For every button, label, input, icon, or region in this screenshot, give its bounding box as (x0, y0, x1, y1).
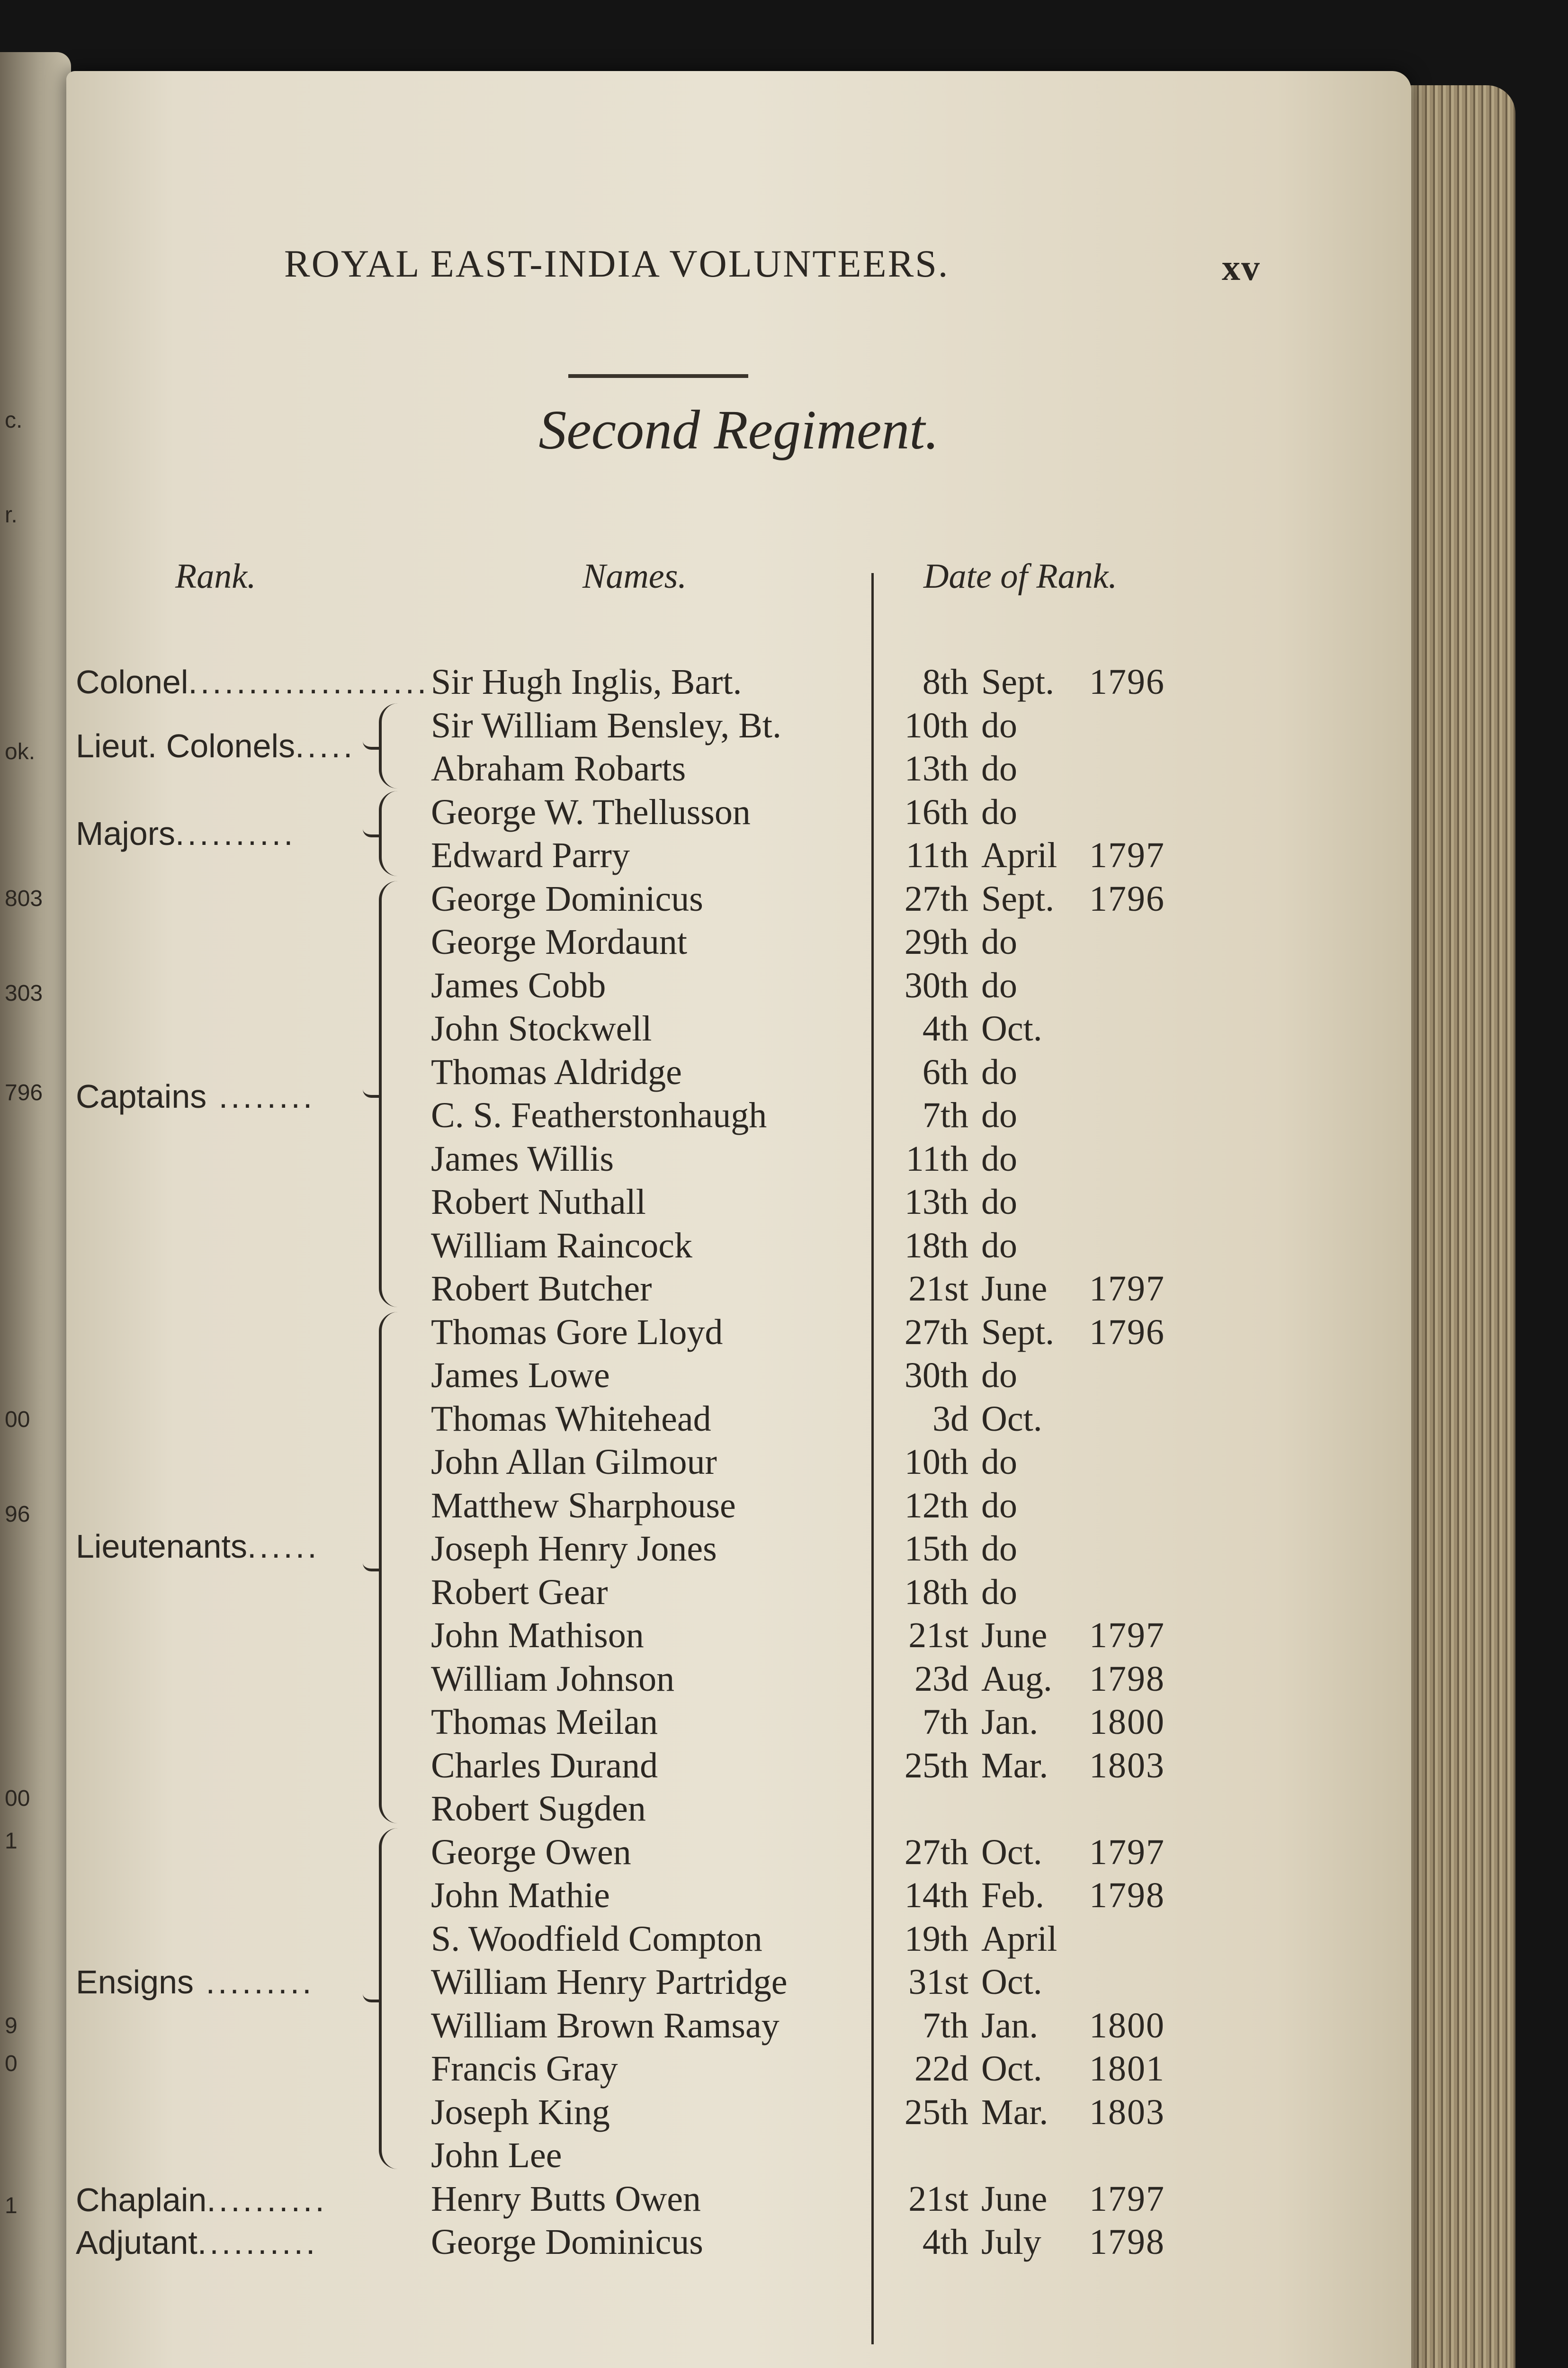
rank-month: do (981, 1182, 1017, 1222)
officer-row (66, 661, 1411, 703)
officer-name: Abraham Robarts (431, 749, 686, 789)
officer-name: George W. Thellusson (431, 792, 751, 832)
officer-row (66, 2047, 1411, 2090)
facing-page-edge (0, 52, 71, 2368)
rank-month: Oct. (981, 1832, 1042, 1872)
officer-name: George Owen (431, 1832, 631, 1872)
officer-name: George Dominicus (431, 2222, 703, 2262)
rank-adjutant: Adjutant (76, 2224, 197, 2261)
page-header (66, 242, 1411, 303)
officer-row (66, 1267, 1411, 1310)
rank-year: 1797 (1089, 1615, 1165, 1655)
rank-day: 29th (904, 922, 968, 962)
rank-month: do (981, 1225, 1017, 1265)
rank-month: Sept. (981, 662, 1055, 702)
rank-ensigns: Ensigns (76, 1964, 194, 2000)
rank-day: 27th (904, 879, 968, 919)
rank-month: do (981, 965, 1017, 1005)
rank-year: 1798 (1089, 1659, 1165, 1699)
facing-page-fragment: 803 (5, 886, 43, 911)
rank-year: 1796 (1089, 879, 1165, 919)
officer-name: Robert Nuthall (431, 1182, 646, 1222)
rank-year: 1800 (1089, 1702, 1165, 1742)
column-header-names: Names. (582, 557, 687, 596)
rank-day: 31st (908, 1962, 968, 2002)
officer-name: John Stockwell (431, 1009, 652, 1049)
officer-row (66, 1094, 1411, 1137)
rank-month: Aug. (981, 1659, 1052, 1699)
officer-row (66, 1051, 1411, 1094)
leader-dots: ......... (194, 1964, 314, 2000)
officer-row (66, 1787, 1411, 1830)
rank-day: 30th (904, 965, 968, 1005)
officer-row (66, 1701, 1411, 1743)
officer-name: Joseph Henry Jones (431, 1529, 717, 1569)
rank-month: do (981, 1572, 1017, 1612)
officer-row (66, 2134, 1411, 2177)
leader-dots: ...... (247, 1528, 320, 1565)
rank-month: do (981, 705, 1017, 745)
officer-name: Edward Parry (431, 835, 630, 875)
facing-page-fragment: 00 (5, 1786, 30, 1811)
officer-name: James Lowe (431, 1355, 610, 1395)
officer-row (66, 1527, 1411, 1570)
rank-day: 8th (922, 662, 968, 702)
officer-name: George Mordaunt (431, 922, 688, 962)
officer-row (66, 747, 1411, 790)
rank-year: 1798 (1089, 1875, 1165, 1915)
officer-name: Robert Gear (431, 1572, 608, 1612)
rank-day: 25th (904, 1745, 968, 1785)
rank-lieut-colonels: Lieut. Colonels (76, 727, 296, 764)
rank-year: 1796 (1089, 662, 1165, 702)
officer-name: George Dominicus (431, 879, 703, 919)
rank-month: July (981, 2222, 1041, 2262)
officer-row (66, 964, 1411, 1007)
column-header-rank: Rank. (175, 557, 256, 596)
officer-name: John Mathie (431, 1875, 610, 1915)
rank-month: do (981, 1095, 1017, 1135)
facing-page-fragment: 303 (5, 981, 43, 1006)
rank-day: 10th (904, 705, 968, 745)
rank-month: June (981, 1615, 1048, 1655)
rank-day: 14th (904, 1875, 968, 1915)
rank-month: Oct. (981, 1009, 1042, 1049)
officer-name: Francis Gray (431, 2049, 618, 2089)
facing-page-fragment: ok. (5, 739, 36, 764)
officer-name: William Johnson (431, 1659, 675, 1699)
officer-row (66, 1398, 1411, 1440)
officer-name: James Cobb (431, 965, 606, 1005)
officer-row (66, 791, 1411, 834)
rank-chaplain: Chaplain (76, 2181, 207, 2218)
rank-day: 23d (914, 1659, 968, 1699)
officer-name: Sir William Bensley, Bt. (431, 705, 782, 745)
leader-dots: .................... (188, 664, 430, 700)
rank-month: Oct. (981, 2049, 1042, 2089)
officer-row (66, 1441, 1411, 1483)
facing-page-fragment: 9 (5, 2013, 18, 2038)
leader-dots: .......... (197, 2224, 318, 2261)
rank-day: 15th (904, 1529, 968, 1569)
facing-page-fragment: 796 (5, 1080, 43, 1105)
rank-majors: Majors (76, 815, 176, 852)
rank-month: Sept. (981, 1312, 1055, 1352)
facing-page-fragment: 96 (5, 1502, 30, 1527)
officer-row (66, 1658, 1411, 1700)
officer-row (66, 1961, 1411, 2003)
officer-row (66, 921, 1411, 963)
running-title: ROYAL EAST-INDIA VOLUNTEERS. (284, 242, 950, 285)
rank-month: do (981, 1442, 1017, 1482)
rank-year: 1797 (1089, 835, 1165, 875)
rank-month: June (981, 2179, 1048, 2219)
rank-captains: Captains (76, 1078, 207, 1115)
rank-year: 1797 (1089, 1269, 1165, 1309)
facing-page-fragment: 0 (5, 2051, 18, 2076)
officer-name: Matthew Sharphouse (431, 1485, 736, 1525)
rank-day: 7th (922, 2005, 968, 2045)
rank-month: Mar. (981, 2092, 1048, 2132)
rank-day: 4th (922, 2222, 968, 2262)
officer-name: Henry Butts Owen (431, 2179, 701, 2219)
rank-day: 10th (904, 1442, 968, 1482)
facing-page-fragment: c. (5, 408, 23, 433)
officer-name: C. S. Featherstonhaugh (431, 1095, 767, 1135)
rank-month: April (981, 835, 1057, 875)
rank-day: 3d (932, 1399, 968, 1439)
rank-year: 1800 (1089, 2005, 1165, 2045)
rank-day: 22d (914, 2049, 968, 2089)
officer-row (66, 1831, 1411, 1874)
officer-name: William Raincock (431, 1225, 693, 1265)
officer-row (66, 834, 1411, 877)
officer-name: Robert Butcher (431, 1269, 652, 1309)
officer-name: Thomas Meilan (431, 1702, 658, 1742)
rank-day: 19th (904, 1919, 968, 1959)
rank-day: 18th (904, 1572, 968, 1612)
officer-row (66, 1614, 1411, 1657)
officer-row (66, 1224, 1411, 1267)
rank-month: Feb. (981, 1875, 1044, 1915)
facing-page-fragment: 00 (5, 1407, 30, 1432)
officer-row (66, 1874, 1411, 1917)
leader-dots: ..... (295, 727, 356, 764)
rank-colonel: Colonel (76, 664, 188, 700)
rank-month: Sept. (981, 879, 1055, 919)
rank-year: 1803 (1089, 2092, 1165, 2132)
rank-day: 21st (908, 1269, 968, 1309)
officer-row (66, 1138, 1411, 1180)
rank-year: 1797 (1089, 2179, 1165, 2219)
officer-name: Joseph King (431, 2092, 610, 2132)
officer-row (66, 2004, 1411, 2047)
officer-row (66, 2178, 1411, 2220)
rank-day: 11th (905, 1139, 968, 1179)
officer-name: Thomas Whitehead (431, 1399, 711, 1439)
officer-name: S. Woodfield Compton (431, 1919, 762, 1959)
officer-name: William Henry Partridge (431, 1962, 788, 2002)
leader-dots: ........ (206, 1078, 315, 1115)
officer-name: John Mathison (431, 1615, 644, 1655)
officer-name: William Brown Ramsay (431, 2005, 780, 2045)
officer-row (66, 1007, 1411, 1050)
rank-day: 21st (908, 2179, 968, 2219)
rank-day: 6th (922, 1052, 968, 1092)
rank-month: do (981, 1355, 1017, 1395)
officer-row (66, 1311, 1411, 1354)
rank-day: 13th (904, 749, 968, 789)
officer-row (66, 1484, 1411, 1527)
rank-month: do (981, 1139, 1017, 1179)
rank-year: 1796 (1089, 1312, 1165, 1352)
rank-year: 1801 (1089, 2049, 1165, 2089)
rank-month: Oct. (981, 1962, 1042, 2002)
rank-day: 12th (904, 1485, 968, 1525)
leader-dots: .......... (206, 2181, 327, 2218)
rank-day: 7th (922, 1095, 968, 1135)
officer-name: John Allan Gilmour (431, 1442, 717, 1482)
officer-row (66, 1181, 1411, 1223)
book-page (66, 71, 1411, 2368)
column-header-date: Date of Rank. (923, 557, 1117, 596)
officer-row (66, 1744, 1411, 1787)
rank-day: 27th (904, 1312, 968, 1352)
title-rule (568, 374, 748, 378)
officer-row (66, 1571, 1411, 1614)
rank-day: 11th (905, 835, 968, 875)
rank-month: do (981, 922, 1017, 962)
rank-day: 25th (904, 2092, 968, 2132)
officer-name: Thomas Aldridge (431, 1052, 682, 1092)
rank-day: 13th (904, 1182, 968, 1222)
rank-month: Oct. (981, 1399, 1042, 1439)
officer-row (66, 2221, 1411, 2263)
section-title: Second Regiment. (538, 399, 939, 461)
rank-day: 21st (908, 1615, 968, 1655)
rank-month: do (981, 749, 1017, 789)
officer-row (66, 878, 1411, 920)
rank-month: do (981, 1052, 1017, 1092)
officer-name: Thomas Gore Lloyd (431, 1312, 723, 1352)
rank-month: do (981, 1529, 1017, 1569)
rank-month: Mar. (981, 1745, 1048, 1785)
leader-dots: .......... (175, 815, 296, 852)
officer-row (66, 704, 1411, 747)
rank-day: 16th (904, 792, 968, 832)
rank-day: 4th (922, 1009, 968, 1049)
officer-name: James Willis (431, 1139, 614, 1179)
rank-month: Jan. (981, 1702, 1039, 1742)
rank-day: 7th (922, 1702, 968, 1742)
officer-name: Charles Durand (431, 1745, 658, 1785)
rank-day: 18th (904, 1225, 968, 1265)
rank-month: June (981, 1269, 1048, 1309)
rank-year: 1803 (1089, 1745, 1165, 1785)
officer-name: Sir Hugh Inglis, Bart. (431, 662, 742, 702)
facing-page-fragment: 1 (5, 1829, 18, 1854)
rank-month: Jan. (981, 2005, 1039, 2045)
officer-row (66, 1918, 1411, 1960)
facing-page-fragment: r. (5, 502, 18, 528)
officer-row (66, 2091, 1411, 2134)
rank-lieutenants: Lieutenants (76, 1528, 247, 1565)
rank-month: April (981, 1919, 1057, 1959)
officer-name: John Lee (431, 2135, 562, 2175)
rank-day: 30th (904, 1355, 968, 1395)
facing-page-fragment: 1 (5, 2193, 18, 2218)
rank-month: do (981, 792, 1017, 832)
officer-name: Robert Sugden (431, 1789, 646, 1829)
rank-day: 27th (904, 1832, 968, 1872)
rank-year: 1797 (1089, 1832, 1165, 1872)
page-number: xv (1222, 247, 1261, 288)
rank-year: 1798 (1089, 2222, 1165, 2262)
officer-row (66, 1354, 1411, 1397)
rank-month: do (981, 1485, 1017, 1525)
